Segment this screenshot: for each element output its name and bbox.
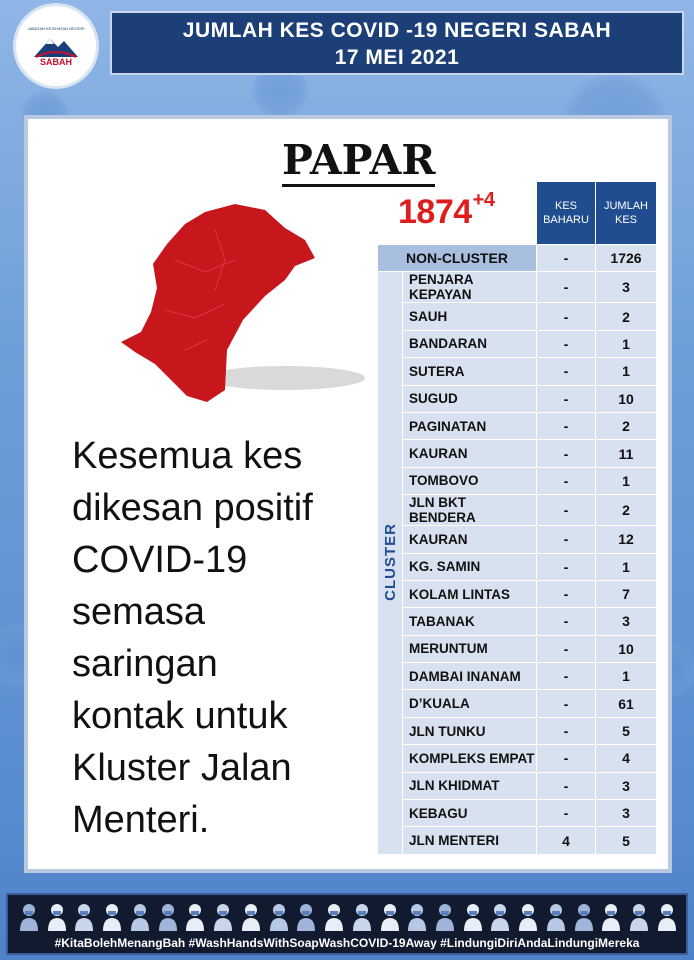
cluster-new-cases: - [537,608,596,635]
description-line: kontak untuk [72,695,288,737]
cluster-name: KG. SAMIN [403,553,537,580]
person-icon [268,901,290,931]
table-row [378,272,657,303]
cluster-total-cases: 3 [596,772,657,799]
cluster-total-cases: 61 [596,690,657,717]
table-row [378,800,657,827]
cluster-total-cases: 10 [596,635,657,662]
non-cluster-total: 1726 [596,245,657,272]
cluster-new-cases: - [537,330,596,357]
cluster-new-cases: - [537,772,596,799]
cluster-total-cases: 5 [596,717,657,744]
table-row [378,330,657,357]
cluster-total-cases: 2 [596,412,657,439]
cluster-new-cases: - [537,717,596,744]
cluster-name: PAGINATAN [403,412,537,439]
person-icon [184,901,206,931]
person-icon [628,901,650,931]
header-banner [110,11,684,75]
cluster-new-cases: 4 [537,827,596,854]
table-row [378,608,657,635]
table-row [378,690,657,717]
total-cases-value: 1874 [398,193,472,231]
cluster-total-cases: 11 [596,440,657,467]
table-row [378,580,657,607]
cluster-total-cases: 2 [596,495,657,526]
person-icon [379,901,401,931]
cluster-name: SUTERA [403,358,537,385]
cluster-new-cases: - [537,635,596,662]
cluster-total-cases: 12 [596,526,657,553]
report-date: 17 MEI 2021 [334,46,460,69]
person-icon [212,901,234,931]
table-row [378,745,657,772]
cluster-name: BANDARAN [403,330,537,357]
person-icon [489,901,511,931]
person-icon [434,901,456,931]
frontliner-figures [18,901,678,931]
table-header-row [378,182,657,245]
logo-text: SABAH [39,56,72,67]
cluster-total-cases: 1 [596,553,657,580]
cluster-new-cases: - [537,385,596,412]
person-icon [406,901,428,931]
cluster-total-cases: 3 [596,272,657,303]
person-icon [129,901,151,931]
cluster-total-cases: 7 [596,580,657,607]
cluster-name: KAURAN [403,440,537,467]
table-row [378,772,657,799]
cluster-new-cases: - [537,800,596,827]
table-row [378,717,657,744]
cluster-new-cases: - [537,440,596,467]
cluster-name: JLN BKT BENDERA [403,495,537,526]
person-icon [351,901,373,931]
logo-small-text: JABATAN KESIHATAN NEGERI [27,25,85,31]
cluster-name: D’KUALA [403,690,537,717]
cluster-new-cases: - [537,690,596,717]
cluster-new-cases: - [537,663,596,690]
footer-banner [6,893,688,955]
person-icon [656,901,678,931]
district-name: PAPAR [282,138,435,187]
cluster-name: KEBAGU [403,800,537,827]
table-row [378,303,657,330]
person-icon [18,901,40,931]
col-header-new: KES BAHARU [537,182,596,245]
cluster-table [377,181,657,855]
cluster-name: JLN KHIDMAT [403,772,537,799]
new-cases-value: +4 [472,189,495,211]
cluster-new-cases: - [537,553,596,580]
person-icon [517,901,539,931]
table-row [378,635,657,662]
person-icon [73,901,95,931]
cluster-label-cell [378,272,403,854]
cluster-name: KOMPLEKS EMPAT [403,745,537,772]
table-row [378,663,657,690]
description-line: Kluster Jalan [72,747,292,789]
cluster-new-cases: - [537,745,596,772]
footer-hashtags: #KitaBolehMenangBah #WashHandsWithSoapWashCOVID-19Away #LindungiDiriAndaLindungiMereka [54,936,640,950]
cluster-total-cases: 5 [596,827,657,854]
cluster-name: JLN TUNKU [403,717,537,744]
cluster-total-cases: 3 [596,800,657,827]
cluster-name: SAUH [403,303,537,330]
cluster-total-cases: 4 [596,745,657,772]
cluster-total-cases: 1 [596,330,657,357]
cluster-name: DAMBAI INANAM [403,663,537,690]
cluster-total-cases: 1 [596,467,657,494]
col-header-total: JUMLAH KES [596,182,657,245]
non-cluster-row [378,245,657,272]
person-icon [295,901,317,931]
description-line: saringan [72,643,218,685]
cluster-new-cases: - [537,272,596,303]
cluster-name: MERUNTUM [403,635,537,662]
person-icon [545,901,567,931]
person-icon [240,901,262,931]
table-row [378,467,657,494]
mountain-icon [32,33,80,59]
page-title: JUMLAH KES COVID -19 NEGERI SABAH [182,19,612,42]
table-row [378,440,657,467]
cluster-total-cases: 1 [596,358,657,385]
description-text [72,430,392,846]
cluster-total-cases: 10 [596,385,657,412]
person-icon [600,901,622,931]
cluster-name: KOLAM LINTAS [403,580,537,607]
table-row [378,526,657,553]
cluster-name: TOMBOVO [403,467,537,494]
district-map [115,200,365,410]
table-row [378,358,657,385]
cluster-new-cases: - [537,303,596,330]
cluster-new-cases: - [537,526,596,553]
table-row [378,412,657,439]
cluster-new-cases: - [537,467,596,494]
description-line: Menteri. [72,799,210,841]
person-icon [101,901,123,931]
cluster-name: KAURAN [403,526,537,553]
cluster-new-cases: - [537,495,596,526]
cluster-label: CLUSTER [381,522,399,601]
cluster-new-cases: - [537,412,596,439]
table-row [378,553,657,580]
table-row [378,495,657,526]
person-icon [573,901,595,931]
person-icon [157,901,179,931]
cluster-name: JLN MENTERI [403,827,537,854]
table-row [378,827,657,854]
cluster-name: PENJARA KEPAYAN [403,272,537,303]
description-line: semasa [72,591,206,633]
cluster-total-cases: 1 [596,663,657,690]
person-icon [46,901,68,931]
cluster-name: SUGUD [403,385,537,412]
cluster-total-cases: 2 [596,303,657,330]
table-row [378,385,657,412]
description-line: dikesan positif [72,487,313,529]
cluster-total-cases: 3 [596,608,657,635]
description-line: Kesemua kes [72,435,303,477]
non-cluster-new: - [537,245,596,272]
cluster-name: TABANAK [403,608,537,635]
cluster-new-cases: - [537,580,596,607]
cluster-new-cases: - [537,358,596,385]
description-line: COVID-19 [72,539,248,581]
person-icon [462,901,484,931]
non-cluster-label: NON-CLUSTER [378,245,537,272]
sabah-health-logo [16,6,96,86]
person-icon [323,901,345,931]
